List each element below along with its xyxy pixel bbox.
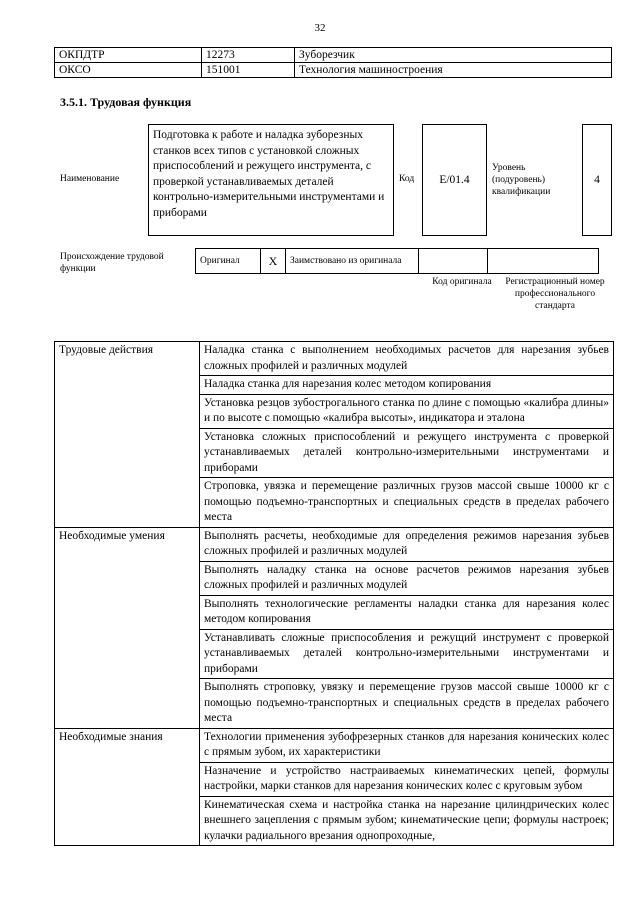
page-number: 32 xyxy=(314,22,326,34)
detail-item: Установка сложных приспособлений и режущего инструмента с проверкой устанавливаемых деталей контрольно-измерительными инструментами и приборами xyxy=(200,428,614,478)
name-label: Наименование xyxy=(60,174,120,184)
origin-table xyxy=(195,248,599,274)
category-label: Необходимые знания xyxy=(55,728,200,846)
classifier-codes-table xyxy=(54,47,612,78)
original-label: Оригинал xyxy=(196,249,261,274)
detail-item: Назначение и устройство настраиваемых кинематических цепей, формулы настройки, марки станков для нарезания конических колес с круговым зубом xyxy=(200,762,614,796)
detail-item: Выполнять наладку станка на основе расчетов режимов нарезания зубьев сложных профилей и различных модулей xyxy=(200,561,614,595)
detail-item: Выполнять строповку, увязку и перемещение грузов массой свыше 10000 кг с помощью подъемно-транспортных и специальных средств в пределах рабочего места xyxy=(200,679,614,729)
classifier-value: 151001 xyxy=(202,63,295,78)
table-row xyxy=(196,249,599,274)
classifier-value: 12273 xyxy=(202,48,295,63)
section-title: 3.5.1. Трудовая функция xyxy=(60,95,192,109)
detail-item: Наладка станка для нарезания колес методом копирования xyxy=(200,376,614,395)
detail-item: Наладка станка с выполнением необходимых расчетов для нарезания зубьев сложных профилей и различных модулей xyxy=(200,342,614,376)
table-row xyxy=(55,63,612,78)
function-level: 4 xyxy=(582,124,612,236)
detail-item: Установка резцов зубострогального станка по длине с помощью «калибра длины» и по высоте с помощью «калибра высоты», индикатора и эталона xyxy=(200,394,614,428)
detail-item: Выполнять технологические регламенты наладки станка для нарезания колес методом копирования xyxy=(200,595,614,629)
table-row xyxy=(55,342,614,376)
category-label: Трудовые действия xyxy=(55,342,200,528)
classifier-name: Технология машиностроения xyxy=(295,63,612,78)
function-details-table xyxy=(54,341,614,846)
detail-item: Выполнять расчеты, необходимые для определения режимов нарезания зубьев сложных профилей и различных модулей xyxy=(200,527,614,561)
code-label: Код xyxy=(399,174,415,184)
table-row xyxy=(55,728,614,762)
function-name: Подготовка к работе и наладка зуборезных станков всех типов с установкой сложных приспособлений и режущего инструмента, с проверкой устанавливаемых деталей контрольно-измерительными инструментами и приборами xyxy=(148,124,394,236)
detail-item: Технологии применения зубофрезерных станков для нарезания конических колес с прямым зубом, их характеристики xyxy=(200,728,614,762)
detail-item: Устанавливать сложные приспособления и режущий инструмент с проверкой устанавливаемых деталей контрольно-измерительными инструментами и приборами xyxy=(200,629,614,679)
function-code: E/01.4 xyxy=(422,124,487,236)
detail-item: Кинематическая схема и настройка станка на нарезание цилиндрических колес внешнего зацепления с прямым зубом; кинематические цепи; формулы настроек; кулачки радиального врезания однопроходные, xyxy=(200,796,614,846)
code-original-cell xyxy=(419,249,488,274)
table-row xyxy=(55,48,612,63)
code-original-label: Код оригинала xyxy=(432,277,492,287)
level-label: Уровень (подуровень) квалификации xyxy=(492,163,551,197)
classifier-code: ОКСО xyxy=(55,63,202,78)
classifier-name: Зуборезчик xyxy=(295,48,612,63)
category-label: Необходимые умения xyxy=(55,527,200,728)
reg-number-label: Регистрационный номер профессионального стандарта xyxy=(505,277,605,311)
borrowed-label: Заимствовано из оригинала xyxy=(286,249,419,274)
origin-label: Происхождение трудовой функции xyxy=(60,252,164,274)
classifier-code: ОКПДТР xyxy=(55,48,202,63)
original-mark: X xyxy=(261,249,286,274)
table-row xyxy=(55,527,614,561)
reg-number-cell xyxy=(488,249,599,274)
detail-item: Строповка, увязка и перемещение различных грузов массой свыше 10000 кг с помощью подъемно-транспортных и специальных средств в пределах рабочего места xyxy=(200,478,614,528)
